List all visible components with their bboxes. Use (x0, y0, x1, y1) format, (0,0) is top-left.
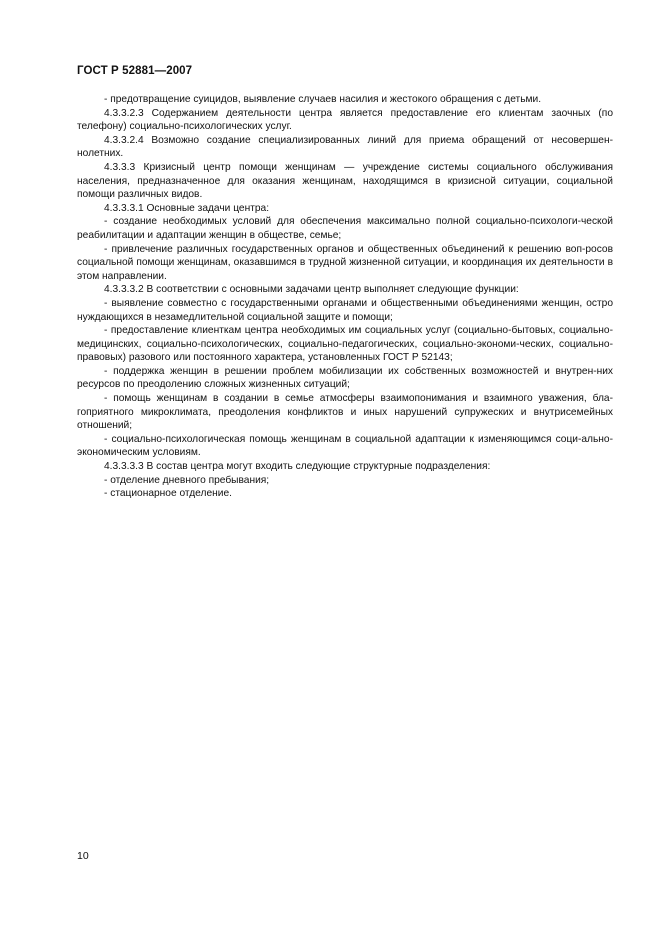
paragraph: - социально-психологическая помощь женщинам в социальной адаптации к изменяющимся соци-ально-экономическим условиям. (77, 433, 613, 459)
paragraph: 4.3.3.3.1 Основные задачи центра: (104, 202, 270, 214)
paragraph: - привлечение различных государственных органов и общественных объединений к решению воп-росов социальной помощи женщинам, оказавшимся в трудной жизненной ситуации, и координация их деятельности в этом направлении. (77, 243, 613, 282)
paragraph: - отделение дневного пребывания; (104, 474, 270, 486)
paragraph: - предотвращение суицидов, выявление случаев насилия и жестокого обращения с детьми. (104, 94, 542, 105)
paragraph: - помощь женщинам в создании в семье атмосферы взаимопонимания и взаимного уважения, бла-гоприятного микроклимата, преодоления конфликтов и иных нарушений супружеских и внутрисемейных отношений; (77, 393, 613, 432)
paragraph: 4.3.3.2.3 Содержанием деятельности центра является предоставление его клиентам заочных (по телефону) социально-психологических услуг. (77, 107, 613, 133)
paragraph: - выявление совместно с государственными органами и общественными объединениями женщин, остро нуждающихся в незамедлительной социальной защите и помощи; (77, 297, 613, 323)
paragraph: 4.3.3.3 Кризисный центр помощи женщинам — учреждение системы социального обслуживания населения, предназначенное для оказания женщинам, находящимся в кризисной ситуации, социальной помощи различных видов. (77, 161, 613, 201)
page-number: 10 (77, 850, 89, 862)
document-body (77, 93, 613, 501)
paragraph: - стационарное отделение. (104, 488, 232, 500)
paragraph: 4.3.3.2.4 Возможно создание специализированных линий для приема обращений от несовершен-нолетних. (77, 134, 613, 160)
paragraph: - создание необходимых условий для обеспечения максимально полной социально-психологи-ческой реабилитации и адаптации женщин в обществе, семье; (77, 216, 613, 241)
paragraph: 4.3.3.3.3 В состав центра могут входить следующие структурные подразделения: (104, 461, 491, 473)
paragraph: - поддержка женщин в решении проблем мобилизации их собственных возможностей и внутрен-них ресурсов по преодолению сложных жизненных ситуаций; (77, 365, 613, 391)
paragraph: 4.3.3.3.2 В соответствии с основными задачами центр выполняет следующие функции: (104, 284, 519, 296)
page-header-title: ГОСТ Р 52881—2007 (77, 65, 193, 77)
paragraph: - предоставление клиенткам центра необходимых им социальных услуг (социально-бытовых, социально-медицинских, социально-психологических, социально-педагогических, социально-экономи-ческих, социально-правовых) разового или постоянного характера, установленных ГОСТ Р 52143; (77, 325, 613, 364)
